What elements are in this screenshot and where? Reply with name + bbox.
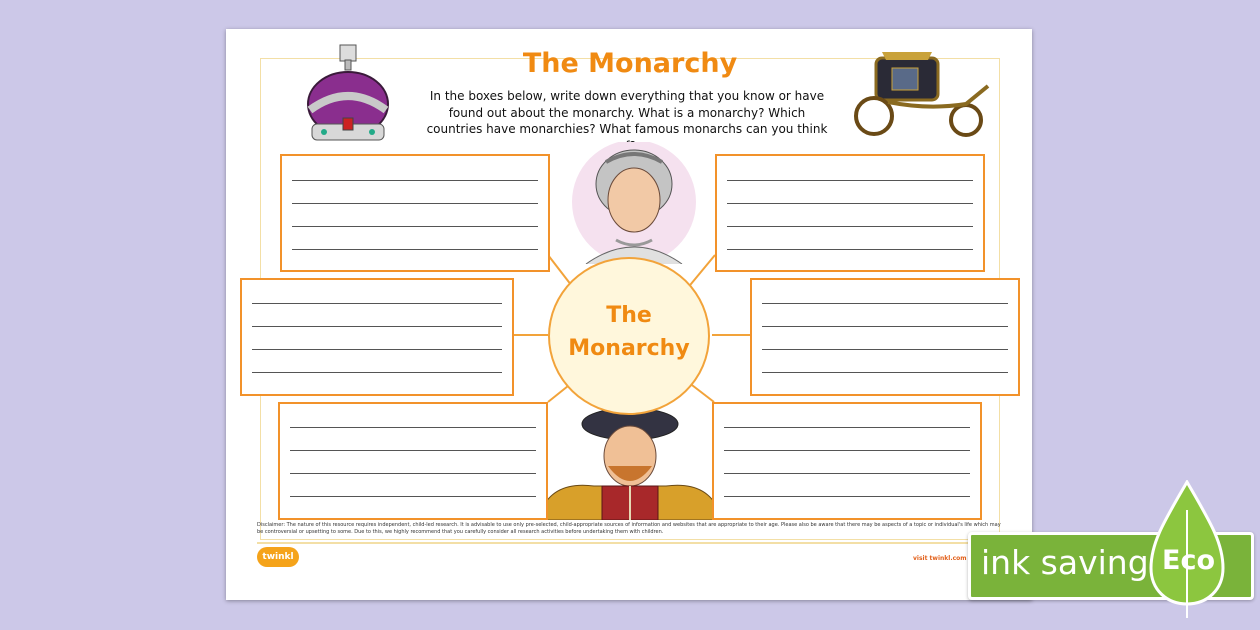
writing-line <box>292 180 538 181</box>
writing-box-middle-right[interactable] <box>750 278 1020 396</box>
writing-line <box>292 249 538 250</box>
writing-line <box>727 226 973 227</box>
center-topic-line1: The <box>606 303 652 328</box>
writing-line <box>252 326 502 327</box>
footer-divider <box>257 542 1005 544</box>
writing-line <box>762 349 1008 350</box>
writing-line <box>762 372 1008 373</box>
writing-line <box>724 427 970 428</box>
king-portrait <box>538 400 722 520</box>
writing-line <box>252 303 502 304</box>
visit-link[interactable]: visit twinkl.com <box>913 555 967 562</box>
queen-portrait <box>566 142 702 264</box>
page-title: The Monarchy <box>522 48 738 79</box>
writing-line <box>252 349 502 350</box>
writing-line <box>292 203 538 204</box>
writing-line <box>727 203 973 204</box>
writing-line <box>290 450 536 451</box>
writing-line <box>292 226 538 227</box>
writing-line <box>290 427 536 428</box>
writing-box-bottom-right[interactable] <box>712 402 982 520</box>
writing-box-middle-left[interactable] <box>240 278 514 396</box>
writing-line <box>762 326 1008 327</box>
writing-line <box>724 496 970 497</box>
writing-box-bottom-left[interactable] <box>278 402 548 520</box>
writing-line <box>727 180 973 181</box>
twinkl-logo: twinkl <box>257 547 299 567</box>
ink-saving-label: ink saving <box>981 543 1149 582</box>
writing-line <box>252 372 502 373</box>
writing-line <box>724 473 970 474</box>
eco-label: Eco <box>1162 545 1215 576</box>
writing-box-top-left[interactable] <box>280 154 550 272</box>
writing-line <box>762 303 1008 304</box>
writing-line <box>290 473 536 474</box>
writing-line <box>724 450 970 451</box>
center-topic-text <box>550 299 708 365</box>
writing-line <box>290 496 536 497</box>
center-topic-line2: Monarchy <box>568 336 690 361</box>
instructions-text: In the boxes below, write down everything that you know or have found out about the monarchy. What is a monarchy? Which countries have monarchies? What famous monarchs can you think <box>426 89 828 136</box>
center-topic-circle <box>548 257 710 415</box>
writing-line <box>727 249 973 250</box>
writing-box-top-right[interactable] <box>715 154 985 272</box>
disclaimer-text: Disclaimer: The nature of this resource requires independent, child-led research. It is advisable to use only pre-selected, child-appropriate sources of information and websites that are appropriate to their age. Please also be aware that there may be aspects of a topic or individual's life which may be controversial or upsetting to some. Due to this, we highly recommend that you carefully consider all research activities before undertaking them with children. <box>257 522 1001 535</box>
